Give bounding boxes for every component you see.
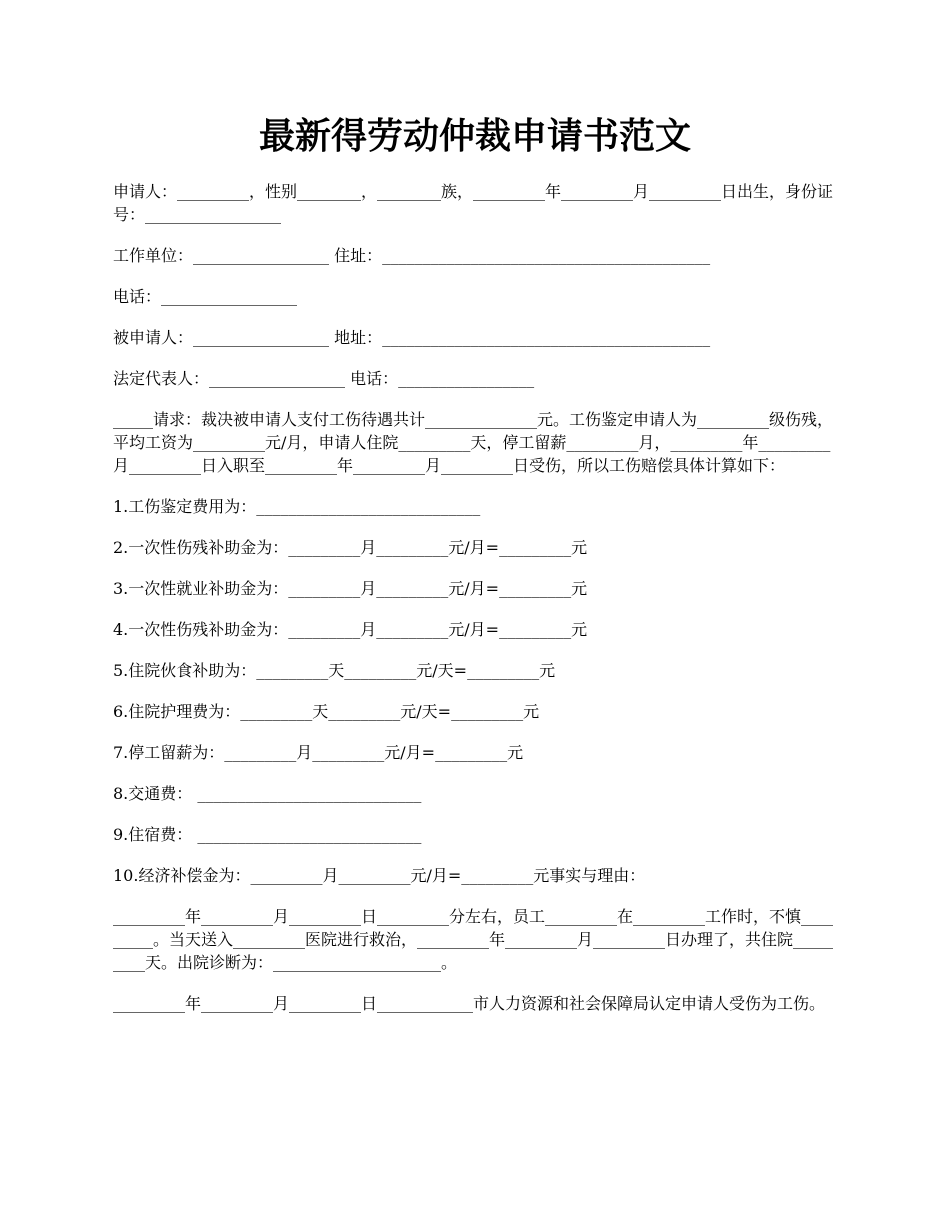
facts-paragraph: _________年_________月_________日_________分左右，员工_________在_________工作时，不慎_________。当天送入_________医院进行救治，_________年_________月_________日办理了，共住院_________天。出院诊断为：_____________________。 — [113, 907, 834, 972]
employer-address-paragraph: 工作单位：_________________ 住址：_________________________________________ — [113, 246, 711, 265]
item-suspension-pay: 7.停工留薪为：_________月_________元/月=_________元 — [113, 743, 524, 762]
applicant-info-paragraph: 申请人：_________，性别________，________族，_________年_________月_________日出生，身份证号：_________________ — [113, 182, 834, 224]
document-title: 最新得劳动仲裁申请书范文 — [258, 115, 691, 157]
item-transport-fee: 8.交通费： ____________________________ — [113, 784, 422, 803]
legal-representative-paragraph: 法定代表人：_________________ 电话：_________________ — [113, 369, 535, 388]
item-meal-subsidy: 5.住院伙食补助为：_________天_________元/天=_________元 — [113, 661, 556, 680]
item-lodging-fee: 9.住宿费： ____________________________ — [113, 825, 422, 844]
document-body — [113, 180, 839, 1033]
item-employment-subsidy: 3.一次性就业补助金为：_________月_________元/月=_________元 — [113, 579, 588, 598]
claim-paragraph: _____请求：裁决被申请人支付工伤待遇共计______________元。工伤鉴定申请人为_________级伤残，平均工资为_________元/月，申请人住院_________天，停工留薪_________月，_________年_________月_________日入职至_________年_________月_________日受伤，所以工伤赔偿具体计算如下： — [113, 410, 834, 475]
item-nursing-fee: 6.住院护理费为：_________天_________元/天=_________元 — [113, 702, 540, 721]
injury-recognition-paragraph: _________年_________月_________日____________市人力资源和社会保障局认定申请人受伤为工伤。 — [113, 994, 826, 1013]
item-disability-subsidy-2: 4.一次性伤残补助金为：_________月_________元/月=_________元 — [113, 620, 588, 639]
respondent-paragraph: 被申请人：_________________ 地址：_________________________________________ — [113, 328, 711, 347]
item-appraisal-fee: 1.工伤鉴定费用为：____________________________ — [113, 497, 481, 516]
item-disability-subsidy: 2.一次性伤残补助金为：_________月_________元/月=_________元 — [113, 538, 588, 557]
phone-paragraph: 电话：_________________ — [113, 287, 298, 306]
item-economic-compensation: 10.经济补偿金为：_________月_________元/月=_________元事实与理由： — [113, 866, 646, 885]
